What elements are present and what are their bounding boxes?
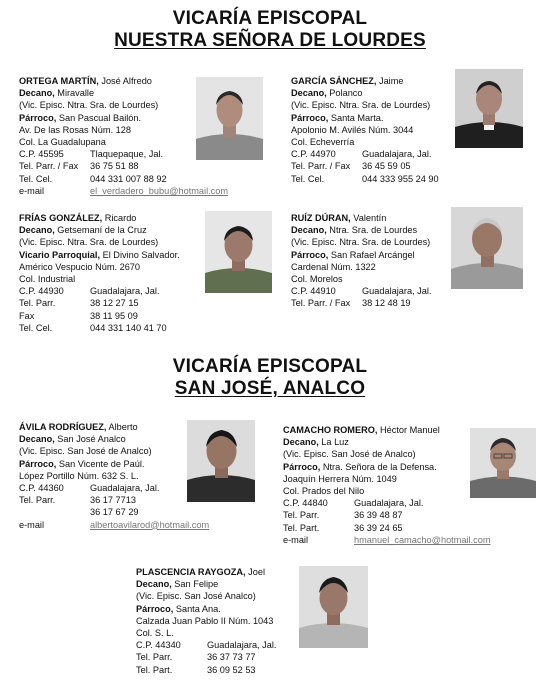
- postal-row: C.P. 44340 Guadalajara, Jal.: [136, 640, 277, 651]
- role-value: Ntra. Sra. de Lourdes: [326, 225, 418, 236]
- postal-row: C.P. 44360 Guadalajara, Jal.: [19, 483, 160, 494]
- phone-row: Tel. Cel. 044 331 007 88 92: [19, 173, 167, 184]
- address-text: Apolonio M. Avilés Núm. 3044: [291, 124, 414, 135]
- email-link[interactable]: hmanuel_camacho@hotmail.com: [354, 534, 491, 545]
- email-row: e-mail albertoavilarod@hotmail.com: [19, 519, 210, 530]
- address-text: López Portillo Núm. 632 S. L.: [19, 470, 139, 481]
- priest-surname: PLASCENCIA RAYGOZA,: [136, 567, 246, 577]
- priest-given-name: Héctor Manuel: [377, 425, 440, 435]
- priest-surname: GARCÍA SÁNCHEZ,: [291, 76, 377, 86]
- phone-row: Tel. Parr. / Fax 36 75 51 88: [19, 161, 139, 172]
- section-title: [0, 8, 540, 52]
- role-value: Polanco: [326, 88, 363, 99]
- email-link[interactable]: el_verdadero_bubu@hotmail.com: [90, 185, 229, 196]
- phone-row: Tel. Cel. 044 331 140 41 70: [19, 322, 167, 333]
- vicaria-text: (Vic. Episc. Ntra. Sra. de Lourdes): [19, 100, 159, 111]
- priest-entry: [136, 566, 276, 676]
- fax-row: Fax 38 11 95 09: [19, 310, 138, 321]
- priest-entry: [291, 212, 431, 310]
- priest-photo: [470, 428, 536, 498]
- priest-photo: [187, 420, 255, 502]
- priest-photo: [455, 69, 523, 148]
- postal-row: C.P. 44910 Guadalajara, Jal.: [291, 286, 432, 297]
- role-label: Decano,: [283, 437, 319, 448]
- address-text: Américo Vespucio Núm. 2670: [19, 261, 141, 272]
- section-title-line1: VICARÍA EPISCOPAL: [172, 8, 368, 29]
- phone-row: Tel. Parr. 36 17 7713: [19, 495, 136, 506]
- section-title: [0, 356, 540, 400]
- role-label: Decano,: [291, 88, 327, 99]
- vicaria-text: (Vic. Episc. San José de Analco): [283, 449, 416, 460]
- priest-given-name: Ricardo: [102, 213, 137, 223]
- colonia-text: Col. Echeverría: [291, 137, 355, 148]
- role-label: Párroco,: [136, 603, 174, 614]
- phone-row: Tel. Cel. 044 333 955 24 90: [291, 173, 439, 184]
- address-text: Av. De las Rosas Núm. 128: [19, 124, 131, 135]
- section-title-line2: SAN JOSÉ, ANALCO: [174, 378, 366, 399]
- role-value: Miravalle: [54, 88, 95, 99]
- priest-surname: RUÍZ DÚRAN,: [291, 213, 351, 223]
- role-label: Decano,: [291, 225, 327, 236]
- role-value: El Divino Salvador.: [100, 249, 180, 260]
- priest-surname: CAMACHO ROMERO,: [283, 425, 378, 435]
- role-label: Párroco,: [19, 458, 57, 469]
- colonia-text: Col. Prados del Nilo: [283, 486, 365, 497]
- postal-row: C.P. 44840 Guadalajara, Jal.: [283, 498, 424, 509]
- phone-row: Tel. Parr. / Fax 38 12 48 19: [291, 298, 411, 309]
- role-label: Decano,: [19, 88, 55, 99]
- postal-row: C.P. 45595 Tlaquepaque, Jal.: [19, 149, 164, 160]
- vicaria-text: (Vic. Episc. Ntra. Sra. de Lourdes): [291, 237, 431, 248]
- priest-entry: [283, 424, 491, 546]
- priest-photo: [451, 207, 523, 289]
- priest-given-name: José Alfredo: [98, 76, 152, 86]
- role-label: Vicario Parroquial,: [19, 249, 101, 260]
- section-title-line2: NUESTRA SEÑORA DE LOURDES: [114, 30, 426, 51]
- priest-entry: [291, 75, 439, 185]
- priest-given-name: Alberto: [106, 422, 138, 432]
- email-row: e-mail hmanuel_camacho@hotmail.com: [283, 534, 491, 545]
- colonia-text: Col. S. L.: [136, 628, 174, 639]
- priest-given-name: Joel: [245, 567, 266, 577]
- colonia-text: Col. Morelos: [291, 274, 343, 285]
- role-value: San Felipe: [171, 579, 219, 590]
- address-text: Joaquín Herrera Núm. 1049: [283, 473, 397, 484]
- postal-row: C.P. 44930 Guadalajara, Jal.: [19, 286, 160, 297]
- phone-row: Tel. Parr. / Fax 36 45 59 05: [291, 161, 411, 172]
- role-label: Párroco,: [283, 461, 321, 472]
- phone-row: Tel. Part. 36 09 52 53: [136, 664, 256, 675]
- role-value: San José Analco: [54, 434, 126, 445]
- address-text: Calzada Juan Pablo II Núm. 1043: [136, 615, 274, 626]
- priest-photo: [196, 77, 263, 160]
- email-row: e-mail el_verdadero_bubu@hotmail.com: [19, 185, 229, 196]
- role-label: Decano,: [19, 434, 55, 445]
- role-value: Santa Marta.: [328, 112, 384, 123]
- role-value: Ntra. Señora de la Defensa.: [320, 461, 437, 472]
- phone-row: Tel. Part. 36 39 24 65: [283, 522, 403, 533]
- priest-photo: [299, 566, 368, 648]
- role-label: Decano,: [136, 579, 172, 590]
- priest-given-name: Jaime: [376, 76, 404, 86]
- role-value: San Rafael Arcángel: [328, 249, 415, 260]
- vicaria-text: (Vic. Episc. Ntra. Sra. de Lourdes): [291, 100, 431, 111]
- priest-surname: ORTEGA MARTÍN,: [19, 76, 99, 86]
- email-link[interactable]: albertoavilarod@hotmail.com: [90, 519, 210, 530]
- phone-row: 36 17 67 29: [90, 507, 139, 518]
- phone-row: Tel. Parr. 36 39 48 87: [283, 510, 403, 521]
- vicaria-text: (Vic. Episc. San José Analco): [136, 591, 256, 602]
- postal-row: C.P. 44970 Guadalajara, Jal.: [291, 149, 432, 160]
- phone-row: Tel. Parr. 38 12 27 15: [19, 298, 139, 309]
- role-label: Párroco,: [19, 112, 57, 123]
- section-title-line1: VICARÍA EPISCOPAL: [172, 356, 368, 377]
- priest-given-name: Valentín: [350, 213, 387, 223]
- priest-photo: [205, 211, 272, 293]
- role-value: La Luz: [318, 437, 349, 448]
- priest-surname: FRÍAS GONZÁLEZ,: [19, 213, 103, 223]
- vicaria-text: (Vic. Episc. Ntra. Sra. de Lourdes): [19, 237, 159, 248]
- role-value: Getsemaní de la Cruz: [54, 225, 147, 236]
- phone-row: Tel. Parr. 36 37 73 77: [136, 652, 256, 663]
- role-label: Párroco,: [291, 112, 329, 123]
- role-value: Santa Ana.: [173, 603, 221, 614]
- role-label: Párroco,: [291, 249, 329, 260]
- role-label: Decano,: [19, 225, 55, 236]
- colonia-text: Col. Industrial: [19, 274, 76, 285]
- role-value: San Pascual Bailón.: [56, 112, 142, 123]
- colonia-text: Col. La Guadalupana: [19, 137, 106, 148]
- priest-entry: [19, 421, 209, 531]
- priest-surname: ÁVILA RODRÍGUEZ,: [19, 422, 107, 432]
- priest-entry: [19, 212, 180, 334]
- vicaria-text: (Vic. Episc. San José de Analco): [19, 446, 152, 457]
- role-value: San Vicente de Paúl.: [56, 458, 145, 469]
- address-text: Cardenal Núm. 1322: [291, 261, 376, 272]
